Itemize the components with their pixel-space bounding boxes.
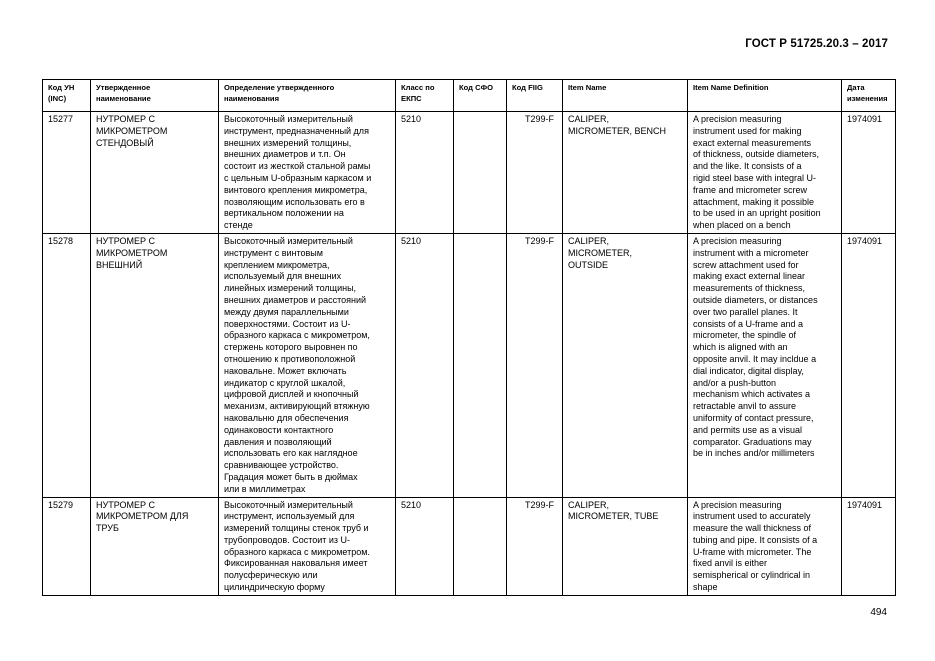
cell-approved-name: НУТРОМЕР С МИКРОМЕТРОМ ДЛЯ ТРУБ — [91, 497, 219, 595]
cell-ekps-class: 5210 — [396, 112, 454, 234]
cell-fiig-code: T299-F — [507, 112, 563, 234]
cell-item-name-definition: A precision measuring instrument used to accurately measure the wall thickness of tubing and pipe. It consists of a U-frame with micrometer. The fixed anvil is either semispherical or cylindrical in shape — [688, 497, 842, 595]
cell-item-name: CALIPER, MICROMETER, OUTSIDE — [563, 233, 688, 497]
cell-item-name-definition: A precision measuring instrument with a micrometer screw attachment used for making exact external linear measurements of thickness, outside diameters, or distances over two parallel planes. It consists of a U-frame and a micrometer, the spindle of which is aligned with an opposite anvil. It may incldue a dial indicator, digital display, and/or a push-button mechanism which activates a retractable anvil to assure uniformity of contact pressure, and permits use as a visual comparator. Graduations may be in inches and/or millimeters — [688, 233, 842, 497]
cell-approved-name: НУТРОМЕР С МИКРОМЕТРОМ ВНЕШНИЙ — [91, 233, 219, 497]
cell-definition: Высокоточный измерительный инструмент, предназначенный для внешних измерений толщины, внешних диаметров и т.п. Он состоит из жесткой стальной рамы с цельным U-образным каркасом и винтового крепления микрометра, позволяющим использовать его в вертикальном положении на стенде — [219, 112, 396, 234]
header-item-name-definition: Item Name Definition — [688, 80, 842, 112]
cell-item-name-definition: A precision measuring instrument used for making exact external measurements of thickness, outside diameters, and the like. It consists of a rigid steel base with integral U- frame and micrometer screw attachment, making it possible to be used in an upright position when placed on a bench — [688, 112, 842, 234]
header-sfo-code: Код СФО — [454, 80, 507, 112]
header-fiig-code: Код FIIG — [507, 80, 563, 112]
header-change-date: Дата изменения — [842, 80, 896, 112]
cell-item-name: CALIPER, MICROMETER, BENCH — [563, 112, 688, 234]
cell-inc: 15278 — [43, 233, 91, 497]
cell-change-date: 1974091 — [842, 112, 896, 234]
cell-inc: 15279 — [43, 497, 91, 595]
table-row — [43, 112, 896, 234]
cell-change-date: 1974091 — [842, 233, 896, 497]
cell-item-name: CALIPER, MICROMETER, TUBE — [563, 497, 688, 595]
cell-ekps-class: 5210 — [396, 233, 454, 497]
header-ekps-class: Класс по ЕКПС — [396, 80, 454, 112]
cell-inc: 15277 — [43, 112, 91, 234]
document-title: ГОСТ Р 51725.20.3 – 2017 — [745, 38, 888, 50]
table-row — [43, 233, 896, 497]
table-header-row — [43, 80, 896, 112]
cell-fiig-code: T299-F — [507, 497, 563, 595]
header-item-name: Item Name — [563, 80, 688, 112]
cell-ekps-class: 5210 — [396, 497, 454, 595]
cell-sfo-code — [454, 497, 507, 595]
cell-definition: Высокоточный измерительный инструмент, используемый для измерений толщины стенок труб и трубопроводов. Состоит из U- образного каркаса с микрометром. Фиксированная наковальня имеет полусферическую или цилиндрическую форму — [219, 497, 396, 595]
nomenclature-table — [42, 79, 896, 596]
header-approved-name: Утвержденное наименование — [91, 80, 219, 112]
table-row — [43, 497, 896, 595]
cell-sfo-code — [454, 233, 507, 497]
cell-change-date: 1974091 — [842, 497, 896, 595]
cell-definition: Высокоточный измерительный инструмент с винтовым креплением микрометра, используемый для внешних линейных измерений толщины, внешних диаметров и расстояний между двумя параллельными поверхностями. Состоит из U- образного каркаса с микрометром, стержень которого выровнен по отношению к противоположной наковальне. Может включать индикатор с круглой шкалой, цифровой дисплей и кнопочный механизм, активирующий втяжную наковальню для обеспечения одинаковости контактного давления и позволяющий использовать его как наглядное сравнивающее устройство. Градация может быть в дюймах или в миллиметрах — [219, 233, 396, 497]
cell-sfo-code — [454, 112, 507, 234]
cell-approved-name: НУТРОМЕР С МИКРОМЕТРОМ СТЕНДОВЫЙ — [91, 112, 219, 234]
header-definition: Определение утвержденного наименования — [219, 80, 396, 112]
cell-fiig-code: T299-F — [507, 233, 563, 497]
page-number: 494 — [870, 607, 887, 618]
header-inc: Код УН (INC) — [43, 80, 91, 112]
